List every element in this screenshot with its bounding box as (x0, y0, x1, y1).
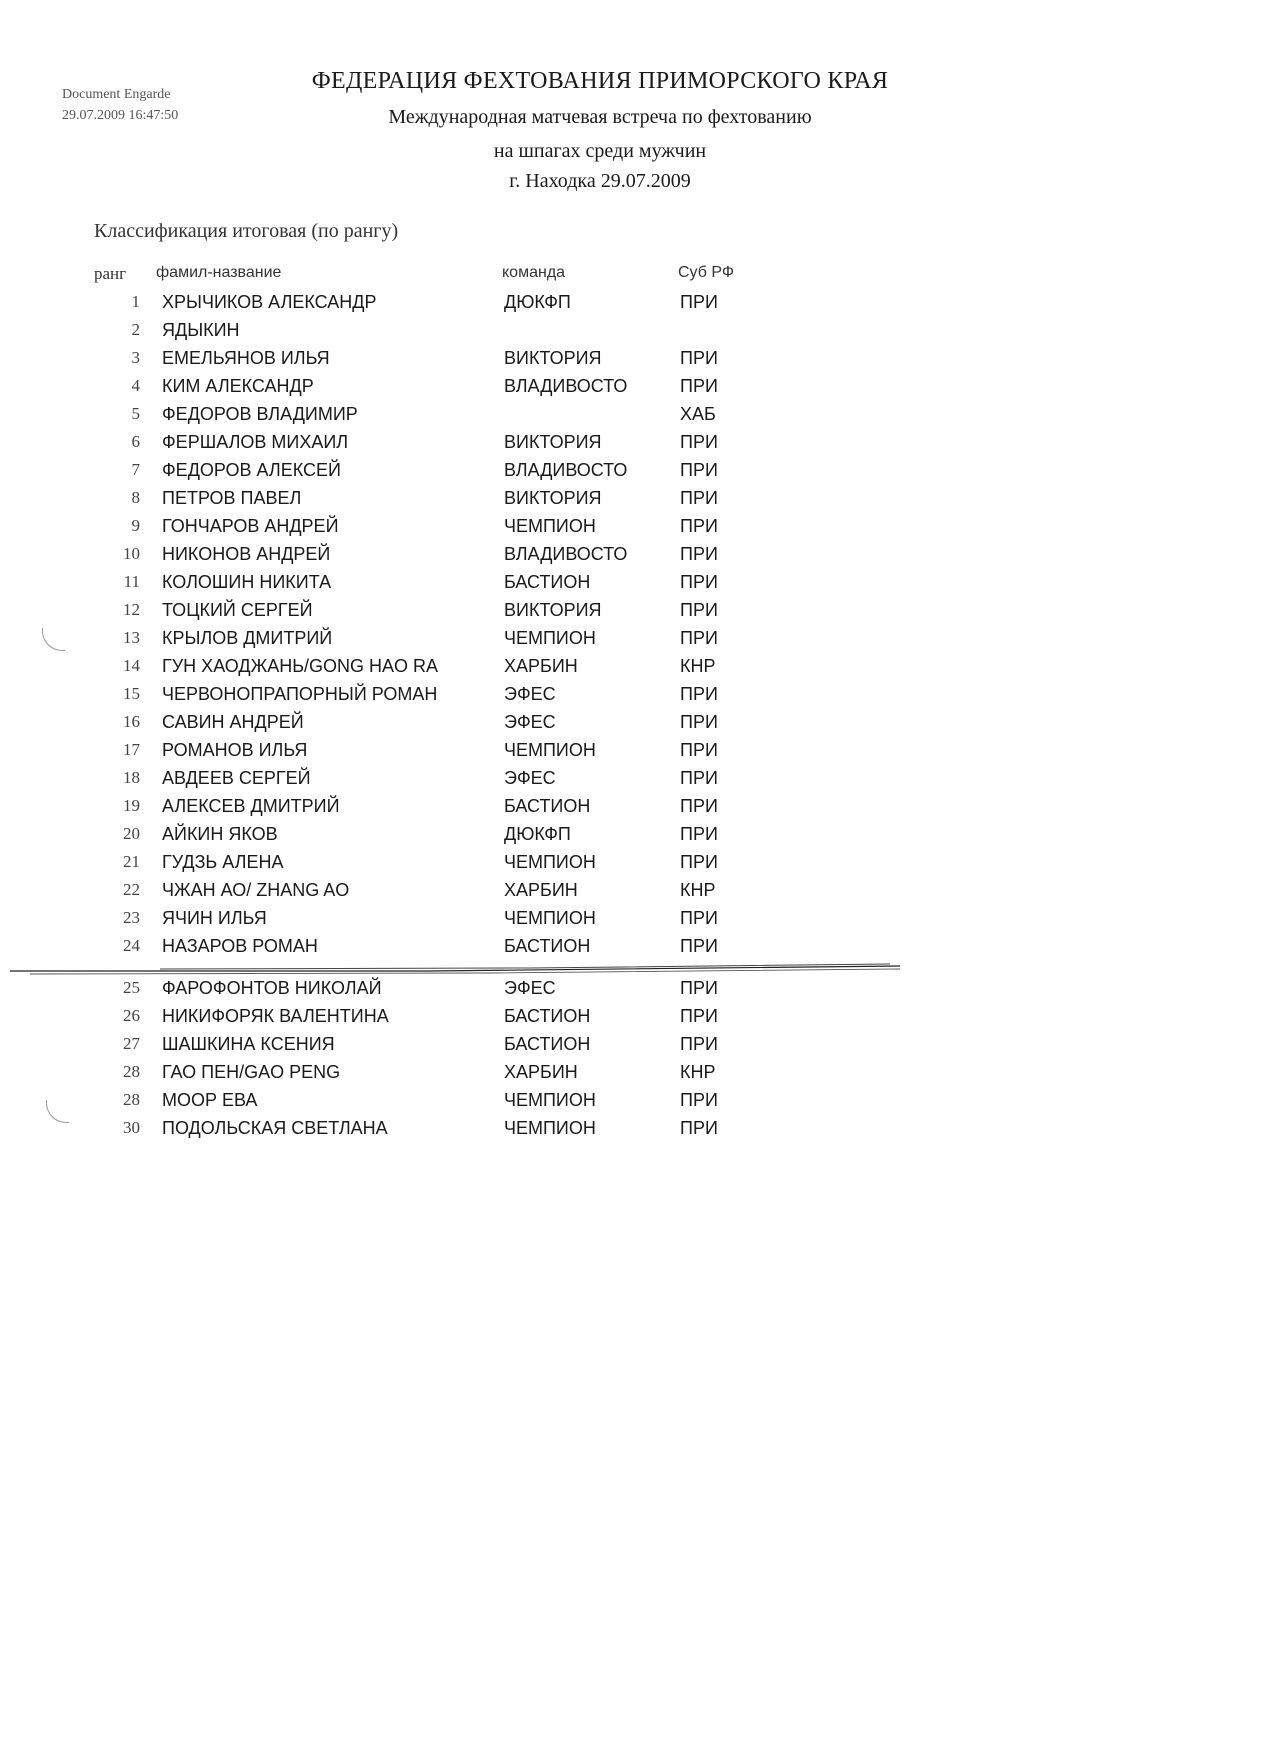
stamp-line-2: 29.07.2009 16:47:50 (62, 108, 179, 123)
table-row (0, 292, 1276, 316)
subject-cell: ПРИ (680, 488, 718, 508)
name-cell: ГОНЧАРОВ АНДРЕЙ (162, 516, 339, 536)
team-cell: ЭФЕС (504, 768, 556, 788)
subject-cell: ПРИ (680, 572, 718, 592)
team-cell: ХАРБИН (504, 656, 578, 676)
column-header-name: фамил-название (156, 264, 282, 281)
table-row (0, 516, 1276, 540)
table-row (0, 488, 1276, 512)
rank-cell: 11 (123, 572, 140, 591)
subject-cell: ПРИ (680, 544, 718, 564)
name-cell: РОМАНОВ ИЛЬЯ (162, 740, 308, 760)
stamp-line-1: Document Engarde (62, 87, 171, 102)
rank-cell: 20 (123, 824, 140, 843)
name-cell: ЧЕРВОНОПРАПОРНЫЙ РОМАН (162, 684, 438, 704)
name-cell: КОЛОШИН НИКИТА (162, 572, 332, 592)
name-cell: ФЕДОРОВ ВЛАДИМИР (162, 404, 358, 424)
rank-cell: 14 (123, 656, 140, 675)
rank-cell: 30 (123, 1118, 140, 1137)
subject-cell: ПРИ (680, 796, 718, 816)
team-cell: ЧЕМПИОН (504, 628, 596, 648)
table-row (0, 684, 1276, 708)
section-title: Классификация итоговая (по рангу) (94, 220, 399, 242)
rank-cell: 3 (131, 348, 140, 367)
subject-cell: ПРИ (680, 768, 718, 788)
rank-cell: 6 (131, 432, 140, 451)
name-cell: ЕМЕЛЬЯНОВ ИЛЬЯ (162, 348, 330, 368)
name-cell: ФЕРШАЛОВ МИХАИЛ (162, 432, 349, 452)
table-row (0, 628, 1276, 652)
column-header-team: команда (502, 264, 566, 281)
rank-cell: 15 (123, 684, 140, 703)
column-header-rank: ранг (94, 264, 127, 283)
rank-cell: 19 (123, 796, 140, 815)
team-cell: ВИКТОРИЯ (504, 600, 602, 620)
table-row (0, 880, 1276, 904)
subject-cell: ХАБ (680, 404, 716, 424)
name-cell: ФАРОФОНТОВ НИКОЛАЙ (162, 978, 382, 998)
table-row (0, 544, 1276, 568)
subject-cell: КНР (680, 1062, 716, 1082)
table-row (0, 1006, 1276, 1030)
name-cell: НИКИФОРЯК ВАЛЕНТИНА (162, 1006, 389, 1026)
rank-cell: 22 (123, 880, 140, 899)
subject-cell: ПРИ (680, 516, 718, 536)
table-row (0, 432, 1276, 456)
team-cell: ХАРБИН (504, 1062, 578, 1082)
team-cell: БАСТИОН (504, 796, 591, 816)
document-stamp (62, 84, 178, 126)
team-cell: ВЛАДИВОСТО (504, 376, 628, 396)
name-cell: НАЗАРОВ РОМАН (162, 936, 318, 956)
event-title-line-1: Международная матчевая встреча по фехтованию (388, 106, 812, 128)
name-cell: АВДЕЕВ СЕРГЕЙ (162, 768, 311, 788)
subject-cell: ПРИ (680, 600, 718, 620)
subject-cell: КНР (680, 656, 716, 676)
organization-title: ФЕДЕРАЦИЯ ФЕХТОВАНИЯ ПРИМОРСКОГО КРАЯ (311, 68, 889, 94)
rank-cell: 5 (131, 404, 140, 423)
subject-cell: ПРИ (680, 1034, 718, 1054)
table-row (0, 1118, 1276, 1142)
table-row (0, 656, 1276, 680)
table-row (0, 348, 1276, 372)
table-row (0, 1090, 1276, 1114)
team-cell: ВИКТОРИЯ (504, 488, 602, 508)
rank-cell: 8 (131, 488, 140, 507)
name-cell: ШАШКИНА КСЕНИЯ (162, 1034, 335, 1054)
table-row (0, 740, 1276, 764)
team-cell: ЭФЕС (504, 712, 556, 732)
name-cell: ПОДОЛЬСКАЯ СВЕТЛАНА (162, 1118, 388, 1138)
team-cell: ЧЕМПИОН (504, 908, 596, 928)
name-cell: ГУДЗЬ АЛЕНА (162, 852, 284, 872)
name-cell: КРЫЛОВ ДМИТРИЙ (162, 628, 333, 648)
subject-cell: ПРИ (680, 1118, 718, 1138)
rank-cell: 7 (131, 460, 140, 479)
event-location-date: г. Находка 29.07.2009 (509, 170, 691, 192)
subject-cell: ПРИ (680, 740, 718, 760)
team-cell: ДЮКФП (504, 292, 571, 312)
table-row (0, 796, 1276, 820)
rank-cell: 25 (123, 978, 140, 997)
team-cell: ВИКТОРИЯ (504, 348, 602, 368)
rank-cell: 28 (123, 1090, 140, 1109)
rank-cell: 16 (123, 712, 140, 731)
table-row (0, 824, 1276, 848)
table-row (0, 936, 1276, 960)
subject-cell: ПРИ (680, 712, 718, 732)
table-row (0, 404, 1276, 428)
name-cell: ЧЖАН АО/ ZHANG AO (162, 880, 350, 900)
team-cell: БАСТИОН (504, 572, 591, 592)
table-row (0, 1062, 1276, 1086)
table-row (0, 852, 1276, 876)
rank-cell: 17 (123, 740, 140, 759)
table-row (0, 1034, 1276, 1058)
team-cell: ЧЕМПИОН (504, 852, 596, 872)
subject-cell: ПРИ (680, 824, 718, 844)
rank-cell: 24 (123, 936, 140, 955)
rank-cell: 27 (123, 1034, 140, 1053)
name-cell: ПЕТРОВ ПАВЕЛ (162, 488, 302, 508)
table-row (0, 376, 1276, 400)
name-cell: ЯЧИН ИЛЬЯ (162, 908, 267, 928)
subject-cell: ПРИ (680, 684, 718, 704)
name-cell: КИМ АЛЕКСАНДР (162, 376, 314, 396)
rank-cell: 1 (131, 292, 140, 311)
team-cell: ДЮКФП (504, 824, 571, 844)
subject-cell: ПРИ (680, 432, 718, 452)
team-cell: ЧЕМПИОН (504, 1118, 596, 1138)
subject-cell: ПРИ (680, 1090, 718, 1110)
table-row (0, 908, 1276, 932)
rank-cell: 9 (131, 516, 140, 535)
subject-cell: ПРИ (680, 852, 718, 872)
name-cell: ГАО ПЕН/GAO PENG (162, 1062, 341, 1082)
team-cell: ЭФЕС (504, 684, 556, 704)
name-cell: САВИН АНДРЕЙ (162, 712, 304, 732)
name-cell: ФЕДОРОВ АЛЕКСЕЙ (162, 460, 341, 480)
rank-cell: 2 (131, 320, 140, 339)
table-row (0, 320, 1276, 344)
name-cell: ЯДЫКИН (162, 320, 240, 340)
name-cell: ХРЫЧИКОВ АЛЕКСАНДР (162, 292, 377, 312)
team-cell: ЭФЕС (504, 978, 556, 998)
name-cell: АЛЕКСЕВ ДМИТРИЙ (162, 796, 340, 816)
subject-cell: ПРИ (680, 1006, 718, 1026)
team-cell: ВЛАДИВОСТО (504, 460, 628, 480)
team-cell: БАСТИОН (504, 936, 591, 956)
rank-cell: 21 (123, 852, 140, 871)
rank-cell: 10 (123, 544, 140, 563)
table-row (0, 768, 1276, 792)
table-row (0, 572, 1276, 596)
column-header-subject: Суб РФ (678, 264, 734, 281)
subject-cell: ПРИ (680, 936, 718, 956)
team-cell: БАСТИОН (504, 1006, 591, 1026)
subject-cell: ПРИ (680, 460, 718, 480)
subject-cell: ПРИ (680, 978, 718, 998)
team-cell: ЧЕМПИОН (504, 740, 596, 760)
team-cell: БАСТИОН (504, 1034, 591, 1054)
cut-line-divider (10, 962, 900, 976)
rank-cell: 28 (123, 1062, 140, 1081)
name-cell: НИКОНОВ АНДРЕЙ (162, 544, 331, 564)
name-cell: ТОЦКИЙ СЕРГЕЙ (162, 600, 313, 620)
subject-cell: ПРИ (680, 292, 718, 312)
team-cell: ХАРБИН (504, 880, 578, 900)
table-row (0, 600, 1276, 624)
name-cell: АЙКИН ЯКОВ (162, 824, 278, 844)
name-cell: МООР ЕВА (162, 1090, 258, 1110)
subject-cell: КНР (680, 880, 716, 900)
team-cell: ВИКТОРИЯ (504, 432, 602, 452)
rank-cell: 4 (131, 376, 140, 395)
subject-cell: ПРИ (680, 348, 718, 368)
rank-cell: 26 (123, 1006, 140, 1025)
rank-cell: 12 (123, 600, 140, 619)
event-title-line-2: на шпагах среди мужчин (493, 140, 707, 162)
rank-cell: 13 (123, 628, 140, 647)
table-row (0, 460, 1276, 484)
team-cell: ЧЕМПИОН (504, 516, 596, 536)
subject-cell: ПРИ (680, 908, 718, 928)
team-cell: ВЛАДИВОСТО (504, 544, 628, 564)
name-cell: ГУН ХАОДЖАНЬ/GONG HAO RA (162, 656, 439, 676)
subject-cell: ПРИ (680, 628, 718, 648)
rank-cell: 18 (123, 768, 140, 787)
team-cell: ЧЕМПИОН (504, 1090, 596, 1110)
rank-cell: 23 (123, 908, 140, 927)
subject-cell: ПРИ (680, 376, 718, 396)
table-row (0, 978, 1276, 1002)
table-row (0, 712, 1276, 736)
